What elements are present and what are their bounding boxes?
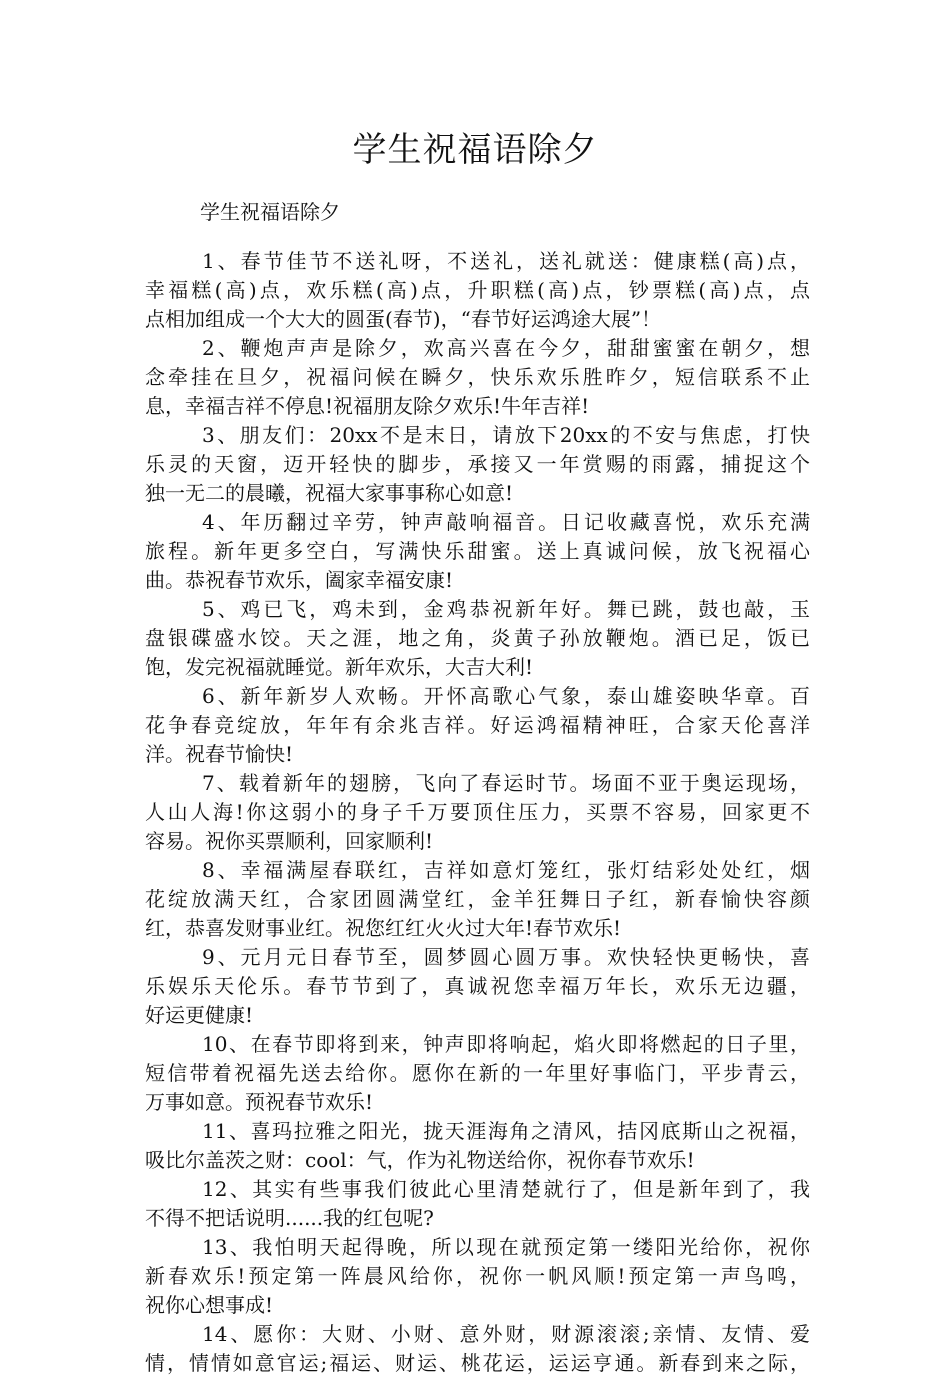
paragraph-line: 吸比尔盖茨之财：cool：气，作为礼物送给你，祝你春节欢乐! [145, 1148, 695, 1172]
paragraph [145, 856, 810, 943]
paragraph-line: 1、春节佳节不送礼呀，不送礼，送礼就送：健康糕(高)点， [202, 249, 810, 273]
paragraph [145, 421, 810, 508]
paragraph [145, 1030, 810, 1117]
paragraph-line: 独一无二的晨曦，祝福大家事事称心如意! [145, 481, 514, 505]
paragraph-line: 新春欢乐!预定第一阵晨风给你，祝你一帆风顺!预定第一声鸟鸣， [145, 1264, 810, 1288]
paragraph [145, 1175, 810, 1233]
paragraph-line: 幸福糕(高)点，欢乐糕(高)点，升职糕(高)点，钞票糕(高)点，点 [145, 278, 810, 302]
paragraph [145, 334, 810, 421]
paragraph-line: 人山人海!你这弱小的身子千万要顶住压力，买票不容易，回家更不 [145, 800, 810, 824]
document-subtitle: 学生祝福语除夕 [200, 200, 340, 224]
paragraph-line: 8、幸福满屋春联红，吉祥如意灯笼红，张灯结彩处处红，烟 [202, 858, 810, 882]
paragraph-line: 4、年历翻过辛劳，钟声敲响福音。日记收藏喜悦，欢乐充满 [202, 510, 810, 534]
paragraph-line: 5、鸡已飞，鸡未到，金鸡恭祝新年好。舞已跳，鼓也敲，玉 [202, 597, 810, 621]
paragraph [145, 247, 810, 334]
paragraph-line: 7、载着新年的翅膀，飞向了春运时节。场面不亚于奥运现场， [202, 771, 810, 795]
paragraph-line: 10、在春节即将到来，钟声即将响起，焰火即将燃起的日子里， [202, 1032, 810, 1056]
paragraph-line: 3、朋友们：20xx不是末日，请放下20xx的不安与焦虑，打快 [202, 423, 810, 447]
paragraph-line: 6、新年新岁人欢畅。开怀高歌心气象，泰山雄姿映华章。百 [202, 684, 810, 708]
paragraph-line: 14、愿你：大财、小财、意外财，财源滚滚;亲情、友情、爱 [202, 1322, 810, 1346]
paragraph-line: 乐灵的天窗，迈开轻快的脚步，承接又一年赏赐的雨露，捕捉这个 [145, 452, 810, 476]
paragraph-line: 9、元月元日春节至，圆梦圆心圆万事。欢快轻快更畅快，喜 [202, 945, 810, 969]
paragraph-line: 不得不把话说明......我的红包呢? [145, 1206, 434, 1230]
paragraph-line: 11、喜玛拉雅之阳光，拢天涯海角之清风，拮冈底斯山之祝福， [202, 1119, 810, 1143]
paragraph-line: 祝你心想事成! [145, 1293, 274, 1317]
paragraph-line: 饱，发完祝福就睡觉。新年欢乐，大吉大利! [145, 655, 534, 679]
paragraph-line: 乐娱乐天伦乐。春节节到了，真诚祝您幸福万年长，欢乐无边疆， [145, 974, 810, 998]
paragraph-line: 容易。祝你买票顺利，回家顺利! [145, 829, 434, 853]
paragraph [145, 1117, 810, 1175]
paragraph-line: 13、我怕明天起得晚，所以现在就预定第一缕阳光给你，祝你 [202, 1235, 810, 1259]
paragraph [145, 769, 810, 856]
paragraph-line: 万事如意。预祝春节欢乐! [145, 1090, 374, 1114]
paragraph-line: 2、鞭炮声声是除夕，欢高兴喜在今夕，甜甜蜜蜜在朝夕，想 [202, 336, 810, 360]
paragraph-line: 点相加组成一个大大的圆蛋(春节)，“春节好运鸿途大展”！ [145, 307, 662, 331]
paragraph-line: 息，幸福吉祥不停息!祝福朋友除夕欢乐!牛年吉祥! [145, 394, 590, 418]
paragraph-line: 情，情情如意官运;福运、财运、桃花运，运运亨通。新春到来之际， [145, 1351, 810, 1375]
paragraph [145, 508, 810, 595]
paragraph-line: 好运更健康! [145, 1003, 254, 1027]
paragraph [145, 595, 810, 682]
paragraph [145, 1320, 810, 1378]
paragraph [145, 682, 810, 769]
paragraph-line: 洋。祝春节愉快! [145, 742, 294, 766]
paragraph-line: 12、其实有些事我们彼此心里清楚就行了，但是新年到了，我 [202, 1177, 810, 1201]
paragraph-line: 花争春竞绽放，年年有余兆吉祥。好运鸿福精神旺，合家天伦喜洋 [145, 713, 810, 737]
paragraph-line: 短信带着祝福先送去给你。愿你在新的一年里好事临门，平步青云， [145, 1061, 810, 1085]
paragraph-line: 花绽放满天红，合家团圆满堂红，金羊狂舞日子红，新春愉快容颜 [145, 887, 810, 911]
paragraph [145, 943, 810, 1030]
paragraph [145, 1233, 810, 1320]
document-body [145, 247, 810, 1378]
paragraph-line: 念牵挂在旦夕，祝福问候在瞬夕，快乐欢乐胜昨夕，短信联系不止 [145, 365, 810, 389]
paragraph-line: 红，恭喜发财事业红。祝您红红火火过大年!春节欢乐! [145, 916, 622, 940]
paragraph-line: 盘银碟盛水饺。天之涯，地之角，炎黄子孙放鞭炮。酒已足，饭已 [145, 626, 810, 650]
paragraph-line: 旅程。新年更多空白，写满快乐甜蜜。送上真诚问候，放飞祝福心 [145, 539, 810, 563]
paragraph-line: 曲。恭祝春节欢乐，阖家幸福安康! [145, 568, 454, 592]
document-title: 学生祝福语除夕 [352, 130, 598, 170]
